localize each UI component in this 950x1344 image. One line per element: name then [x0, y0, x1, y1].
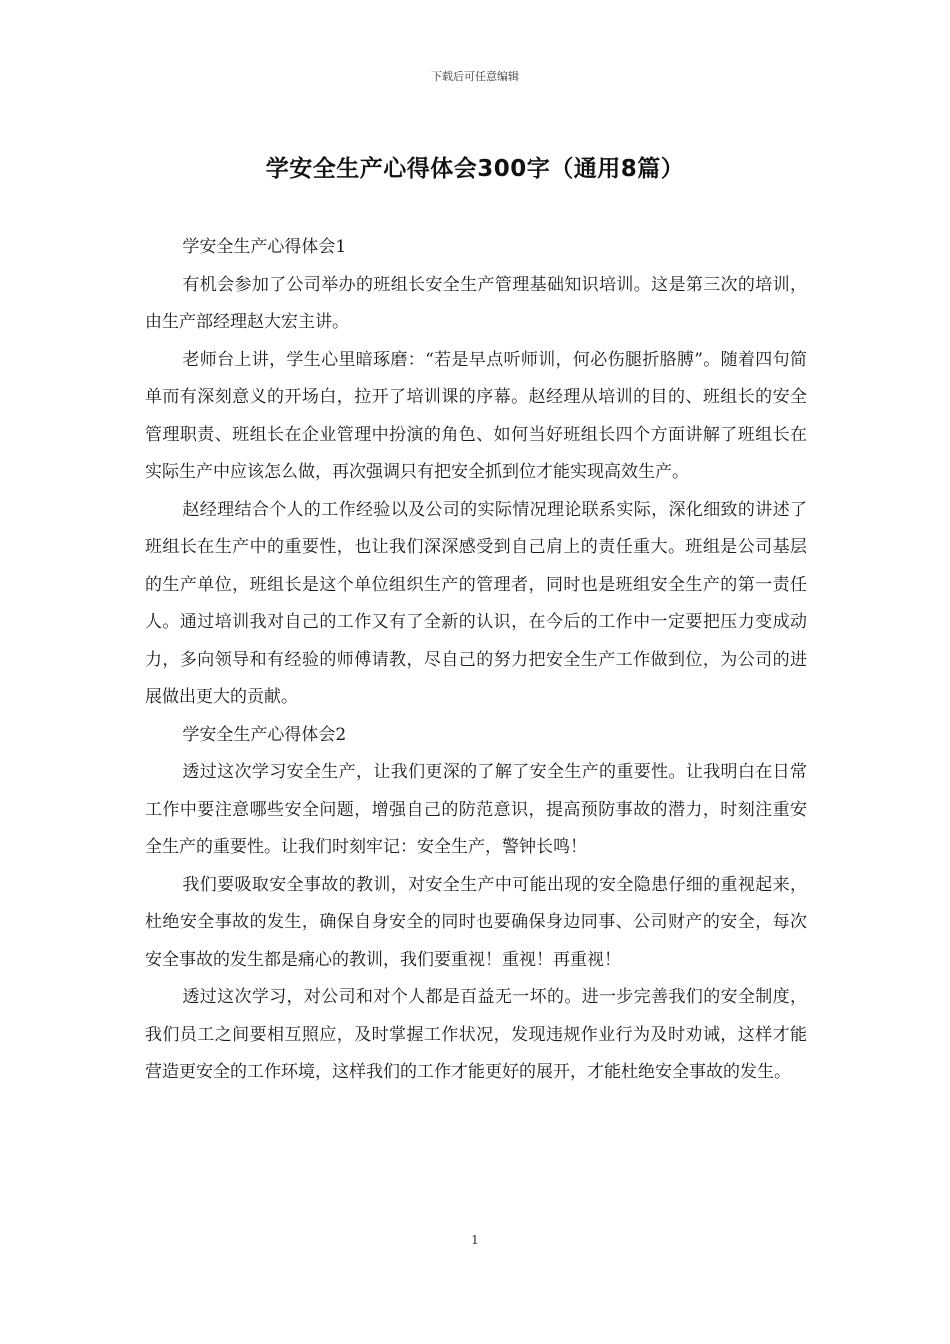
paragraph: 透过这次学习，对公司和对个人都是百益无一坏的。进一步完善我们的安全制度，我们员工之间要相互照应，及时掌握工作状况，发现违规作业行为及时劝诫，这样才能营造更安全的工作环境，这样我们的工作才能更好的展开，才能杜绝安全事故的发生。 [145, 987, 807, 1082]
document-body [145, 229, 807, 1092]
section-heading: 学安全生产心得体会2 [182, 724, 347, 745]
paragraph: 有机会参加了公司举办的班组长安全生产管理基础知识培训。这是第三次的培训，由生产部经理赵大宏主讲。 [145, 274, 807, 332]
paragraph: 我们要吸取安全事故的教训，对安全生产中可能出现的安全隐患仔细的重视起来，杜绝安全事故的发生，确保自身安全的同时也要确保身边同事、公司财产的安全，每次安全事故的发生都是痛心的教训，我们要重视！重视！再重视！ [145, 874, 807, 970]
paragraph: 老师台上讲，学生心里暗琢磨：“若是早点听师训，何必伤腿折胳膊”。随着四句简单而有深刻意义的开场白，拉开了培训课的序幕。赵经理从培训的目的、班组长的安全管理职责、班组长在企业管理中扮演的角色、如何当好班组长四个方面讲解了班组长在实际生产中应该怎么做，再次强调只有把安全抓到位才能实现高效生产。 [145, 349, 807, 482]
page-number: 1 [471, 1233, 479, 1247]
header-note: 下载后可任意编辑 [431, 70, 519, 83]
paragraph: 透过这次学习安全生产，让我们更深的了解了安全生产的重要性。让我明白在日常工作中要注意哪些安全问题，增强自己的防范意识，提高预防事故的潜力，时刻注重安全生产的重要性。让我们时刻牢记：安全生产，警钟长鸣！ [145, 762, 807, 857]
page-title: 学安全生产心得体会300字（通用8篇） [265, 156, 685, 182]
paragraph: 赵经理结合个人的工作经验以及公司的实际情况理论联系实际，深化细致的讲述了班组长在生产中的重要性，也让我们深深感受到自己肩上的责任重大。班组是公司基层的生产单位，班组长是这个单位组织生产的管理者，同时也是班组安全生产的第一责任人。通过培训我对自己的工作又有了全新的认识，在今后的工作中一定要把压力变成动力，多向领导和有经验的师傅请教，尽自己的努力把安全生产工作做到位，为公司的进展做出更大的贡献。 [145, 499, 807, 707]
section-heading: 学安全生产心得体会1 [182, 237, 347, 257]
